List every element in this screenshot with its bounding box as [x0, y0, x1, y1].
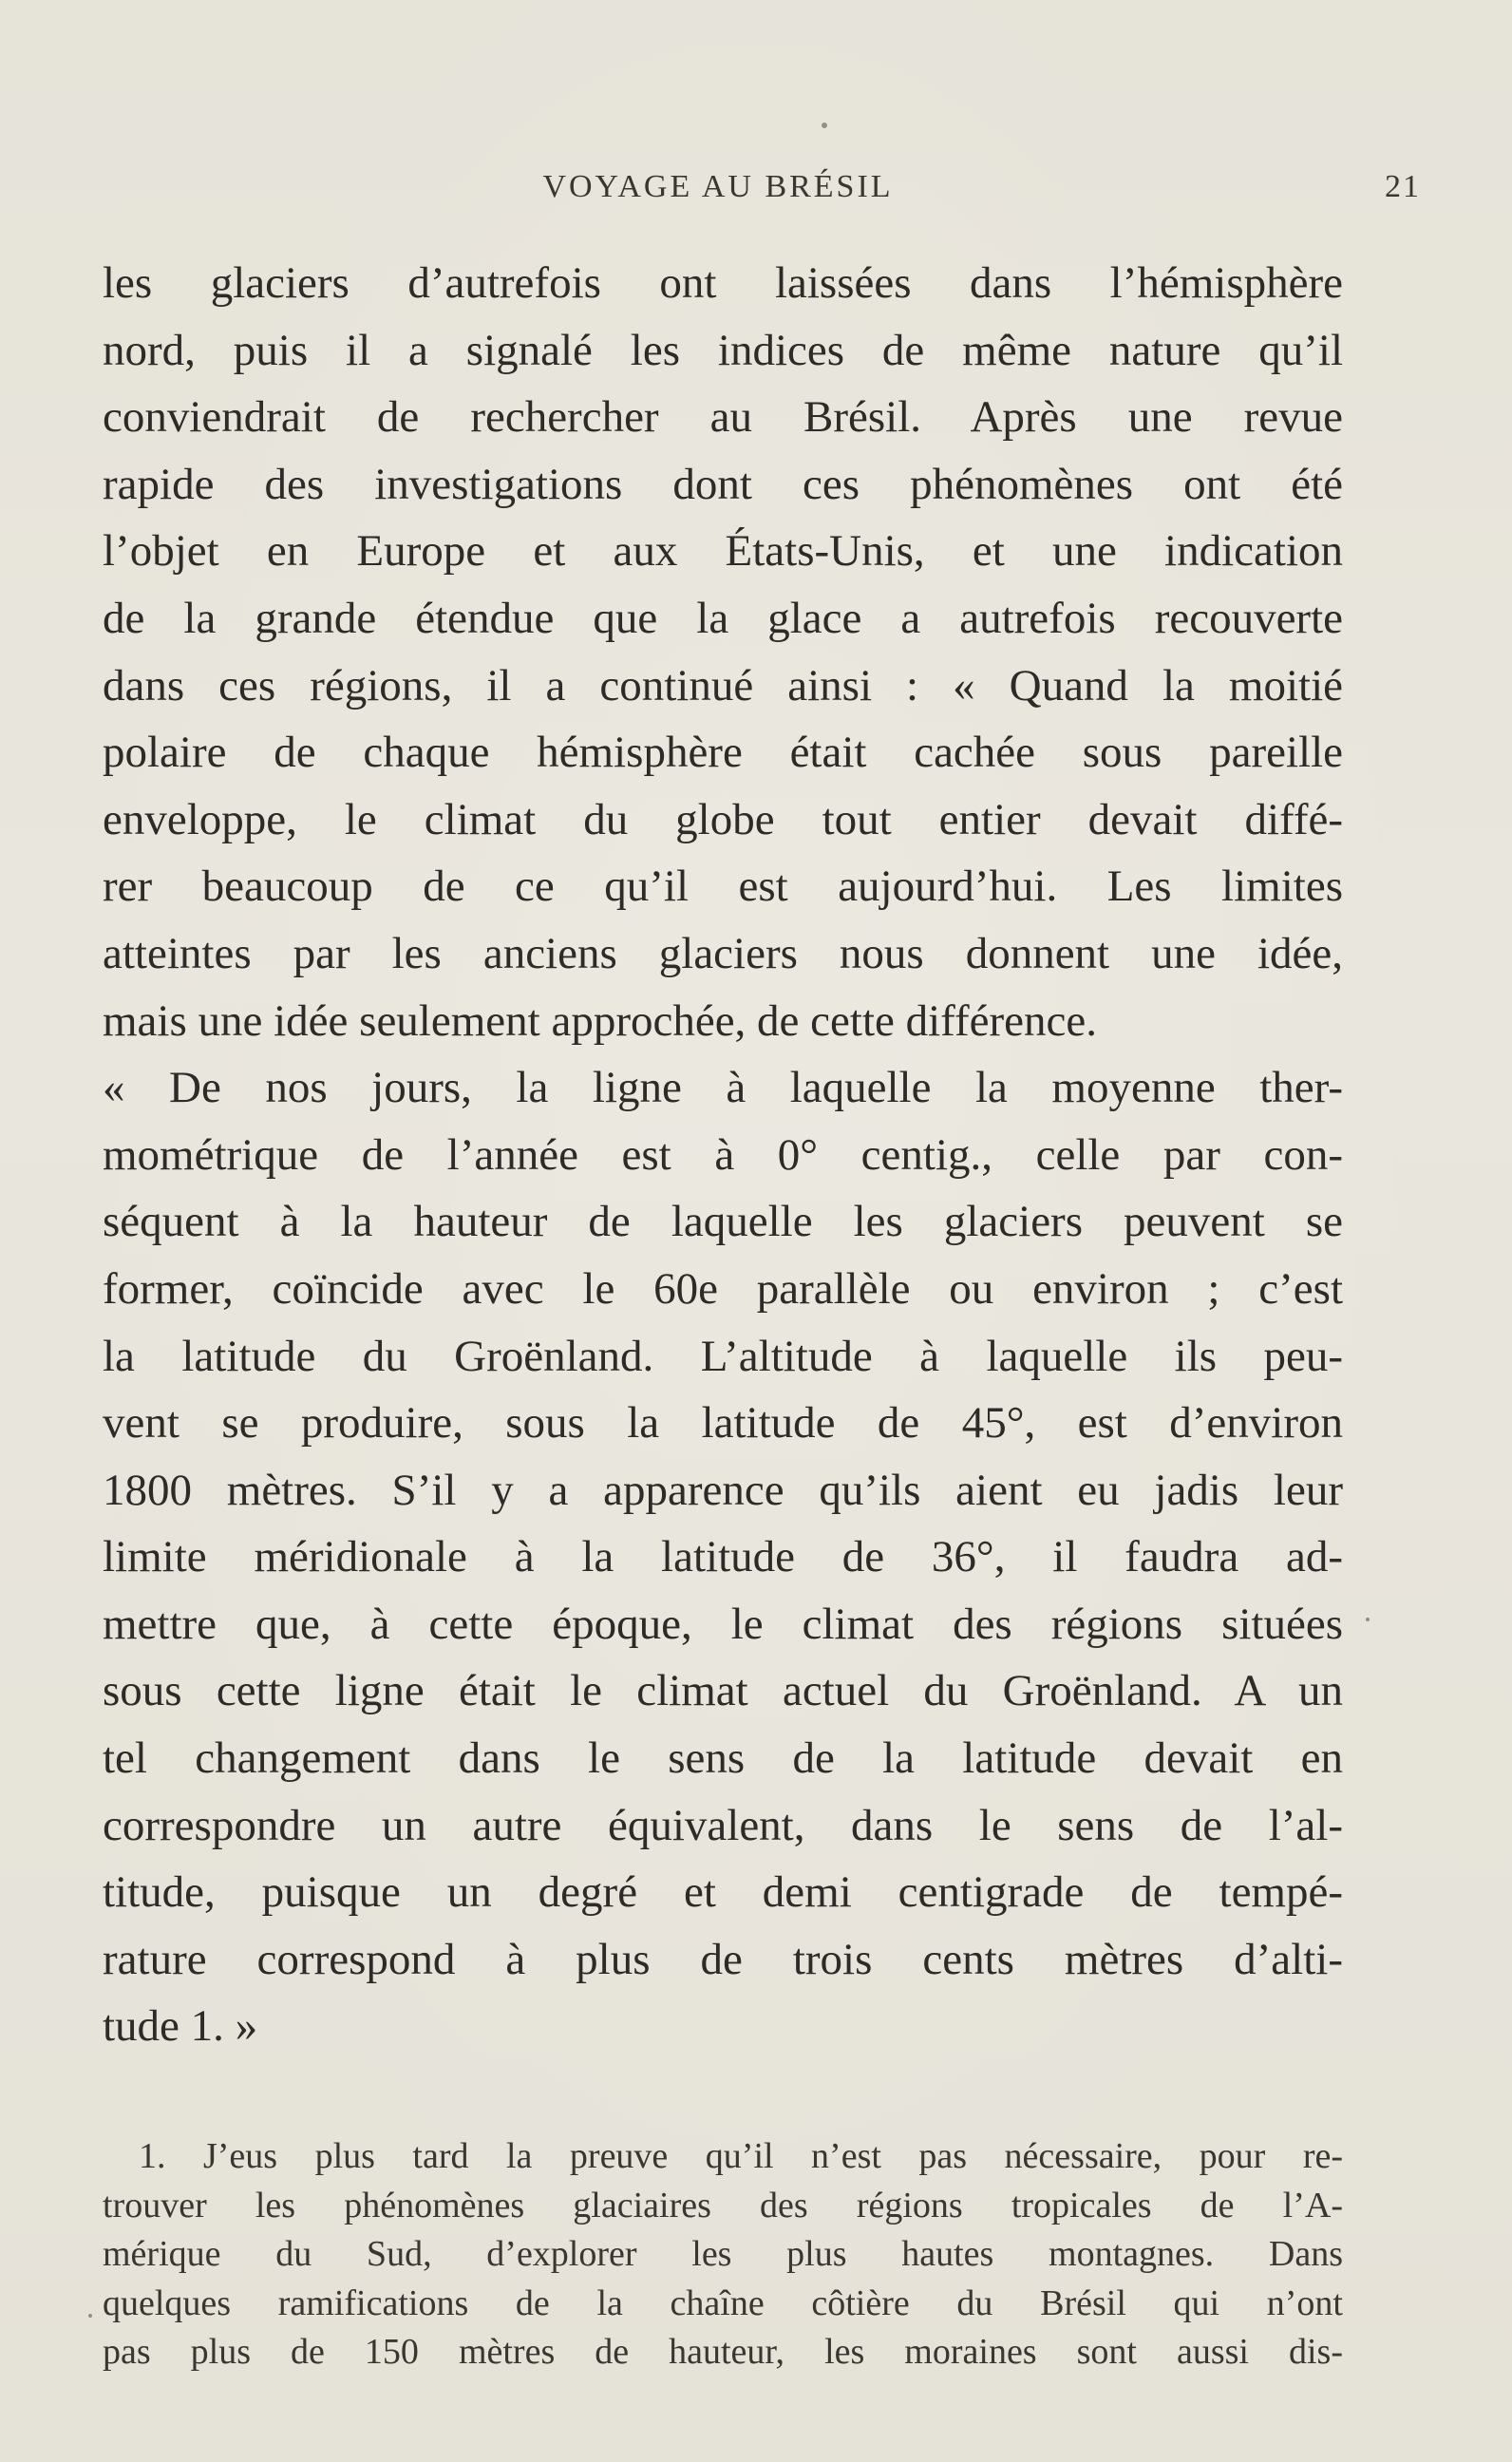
text-line: 1800 mètres. S’il y a apparence qu’ils aient eu jadis leur	[103, 1465, 1343, 1515]
text-line: nord, puis il a signalé les indices de même nature qu’il	[103, 325, 1343, 375]
text-line: mettre que, à cette époque, le climat des régions situées	[103, 1599, 1343, 1649]
paper-speck	[1366, 1618, 1370, 1621]
text-line: de la grande étendue que la glace a autrefois recouverte	[103, 593, 1343, 643]
text-line: les glaciers d’autrefois ont laissées dans l’hémisphère	[103, 258, 1343, 308]
footnote-line: 1. J’eus plus tard la preuve qu’il n’est pas nécessaire, pour re-	[139, 2136, 1343, 2176]
text-line: atteintes par les anciens glaciers nous donnent une idée,	[103, 928, 1343, 978]
running-head	[103, 169, 1421, 222]
text-line: mométrique de l’année est à 0° centig., celle par con-	[103, 1129, 1343, 1180]
text-line: rapide des investigations dont ces phénomènes ont été	[103, 459, 1343, 509]
page-number: 21	[1385, 169, 1421, 204]
text-line: limite méridionale à la latitude de 36°, il faudra ad-	[103, 1532, 1343, 1582]
text-line: sous cette ligne était le climat actuel du Groënland. A un	[103, 1666, 1343, 1716]
text-line: rer beaucoup de ce qu’il est aujourd’hui. Les limites	[103, 862, 1343, 912]
text-line: titude, puisque un degré et demi centigrade de tempé-	[103, 1867, 1343, 1918]
text-line: conviendrait de rechercher au Brésil. Après une revue	[103, 392, 1343, 443]
paper-speck	[88, 2314, 92, 2318]
text-line: tel changement dans le sens de la latitude devait en	[103, 1733, 1343, 1784]
text-line: l’objet en Europe et aux États-Unis, et une indication	[103, 526, 1343, 577]
text-line: rature correspond à plus de trois cents mètres d’alti-	[103, 1934, 1343, 1984]
text-line: tude 1. »	[103, 2001, 258, 2052]
text-line: la latitude du Groënland. L’altitude à laquelle ils peu-	[103, 1331, 1343, 1381]
footnote-line: mérique du Sud, d’explorer les plus hautes montagnes. Dans	[103, 2234, 1343, 2274]
text-line: vent se produire, sous la latitude de 45°, est d’environ	[103, 1398, 1343, 1449]
text-line: « De nos jours, la ligne à laquelle la moyenne ther-	[103, 1063, 1343, 1113]
footnote-line: quelques ramifications de la chaîne côtière du Brésil qui n’ont	[103, 2282, 1343, 2323]
footnote-line: trouver les phénomènes glaciaires des régions tropicales de l’A-	[103, 2185, 1343, 2225]
text-line: polaire de chaque hémisphère était cachée sous pareille	[103, 728, 1343, 778]
running-head-title: VOYAGE AU BRÉSIL	[542, 169, 894, 204]
text-line: mais une idée seulement approchée, de cette différence.	[103, 995, 1097, 1046]
footnote-line: pas plus de 150 mètres de hauteur, les moraines sont aussi dis-	[103, 2332, 1343, 2372]
text-line: enveloppe, le climat du globe tout entier devait diffé-	[103, 794, 1343, 844]
body-text	[103, 250, 1343, 2060]
text-line: former, coïncide avec le 60e parallèle ou environ ; c’est	[103, 1263, 1343, 1314]
text-line: correspondre un autre équivalent, dans le sens de l’al-	[103, 1800, 1343, 1850]
text-line: séquent à la hauteur de laquelle les glaciers peuvent se	[103, 1197, 1343, 1247]
text-line: dans ces régions, il a continué ainsi : « Quand la moitié	[103, 660, 1343, 710]
paper-speck	[822, 123, 827, 128]
footnote	[103, 2132, 1343, 2377]
